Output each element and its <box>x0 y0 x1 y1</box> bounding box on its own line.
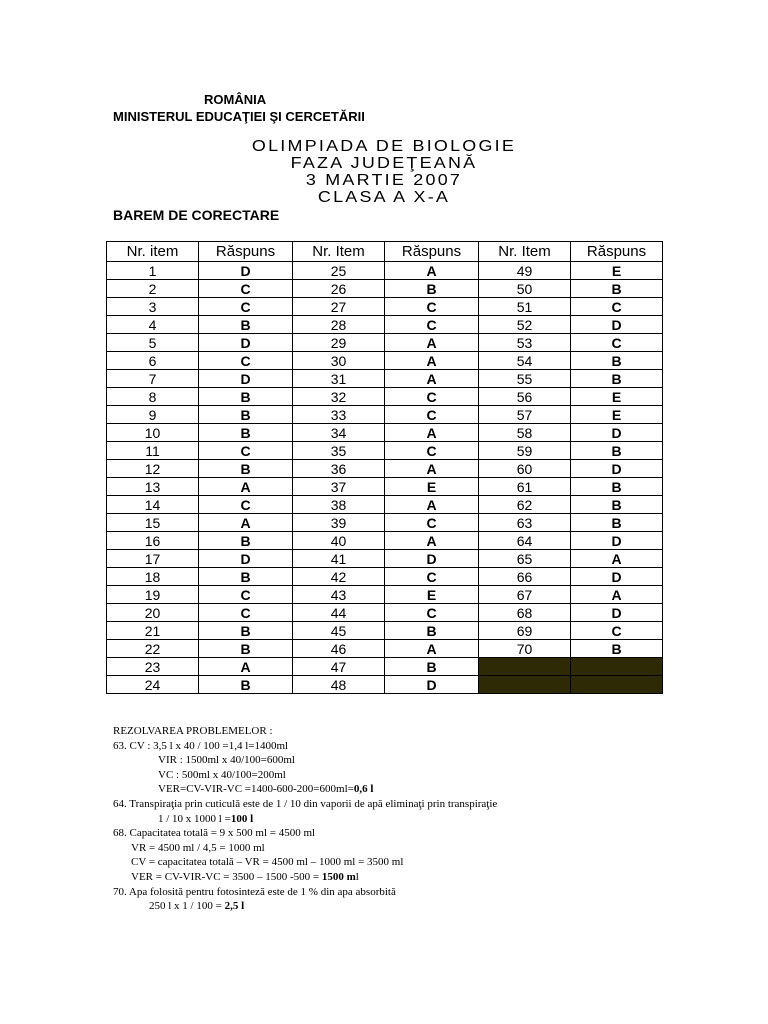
answer-cell: B <box>571 370 663 388</box>
answer-cell: B <box>199 460 293 478</box>
table-row <box>107 352 663 370</box>
p64-line: 64. Transpiraţia prin cuticulă este de 1 / 10 din vaporii de apă eliminaţi prin transpiraţie <box>113 797 498 810</box>
answer-cell: D <box>571 604 663 622</box>
answer-cell: C <box>199 298 293 316</box>
table-row <box>107 640 663 658</box>
answer-cell: C <box>385 514 479 532</box>
answer-cell: B <box>571 352 663 370</box>
answer-cell: B <box>571 442 663 460</box>
item-number-cell: 2 <box>107 280 199 298</box>
answer-cell: E <box>385 478 479 496</box>
answer-cell: D <box>385 676 479 694</box>
barem-heading: BAREM DE CORECTARE <box>113 207 280 223</box>
item-number-cell: 26 <box>293 280 385 298</box>
p70-line <box>113 899 497 914</box>
table-row <box>107 388 663 406</box>
item-number-cell: 68 <box>479 604 571 622</box>
p68-result: 1500 m <box>321 870 356 883</box>
answer-cell: A <box>199 478 293 496</box>
answer-cell: D <box>571 532 663 550</box>
item-number-cell: 67 <box>479 586 571 604</box>
answer-cell: A <box>199 514 293 532</box>
table-row <box>107 478 663 496</box>
item-number-cell: 8 <box>107 388 199 406</box>
item-number-cell: 13 <box>107 478 199 496</box>
date-title: 3 MARTIE 2007 <box>305 172 463 189</box>
answer-cell: D <box>571 460 663 478</box>
col-header: Nr. Item <box>293 242 385 262</box>
table-row <box>107 550 663 568</box>
p63-result: 0,6 l <box>353 783 374 796</box>
p68-line: VR = 4500 ml / 4,5 = 1000 ml <box>131 841 265 854</box>
table-row <box>107 514 663 532</box>
title-block <box>0 138 768 206</box>
item-number-cell: 58 <box>479 424 571 442</box>
item-number-cell: 20 <box>107 604 199 622</box>
answer-cell: B <box>199 676 293 694</box>
item-number-cell: 17 <box>107 550 199 568</box>
col-header: Răspuns <box>199 242 293 262</box>
solutions-heading: REZOLVAREA PROBLEMELOR : <box>113 725 273 737</box>
answer-cell: C <box>571 622 663 640</box>
answer-cell: D <box>199 370 293 388</box>
answer-cell: B <box>199 622 293 640</box>
p70-result: 2,5 l <box>224 900 245 913</box>
item-number-cell: 16 <box>107 532 199 550</box>
answer-cell: D <box>571 316 663 334</box>
answer-cell: B <box>199 406 293 424</box>
answer-cell: B <box>199 388 293 406</box>
item-number-cell: 27 <box>293 298 385 316</box>
item-number-cell: 53 <box>479 334 571 352</box>
item-number-cell: 50 <box>479 280 571 298</box>
p63-line: VC : 500ml x 40/100=200ml <box>158 768 286 781</box>
answer-cell: B <box>571 514 663 532</box>
item-number-cell: 21 <box>107 622 199 640</box>
table-row <box>107 622 663 640</box>
shaded-empty-cell <box>571 676 663 694</box>
answer-cell: C <box>199 604 293 622</box>
item-number-cell: 14 <box>107 496 199 514</box>
answer-cell: A <box>571 550 663 568</box>
item-number-cell: 7 <box>107 370 199 388</box>
item-number-cell: 63 <box>479 514 571 532</box>
p63-line <box>113 782 497 797</box>
shaded-empty-cell <box>479 658 571 676</box>
table-row <box>107 280 663 298</box>
answer-cell: B <box>385 622 479 640</box>
p68-line: CV = capacitatea totală – VR = 4500 ml – 1000 ml = 3500 ml <box>131 856 404 869</box>
item-number-cell: 25 <box>293 262 385 280</box>
table-row <box>107 262 663 280</box>
item-number-cell: 34 <box>293 424 385 442</box>
item-number-cell: 6 <box>107 352 199 370</box>
p68-line: 68. Capacitatea totală = 9 x 500 ml = 4500 ml <box>113 827 316 840</box>
p64-result: 100 l <box>230 812 254 825</box>
olympiad-title: OLIMPIADA DE BIOLOGIE <box>251 138 517 155</box>
answer-cell: E <box>385 586 479 604</box>
header-country: ROMÂNIA <box>204 92 267 107</box>
col-header: Nr. item <box>107 242 199 262</box>
item-number-cell: 55 <box>479 370 571 388</box>
item-number-cell: 66 <box>479 568 571 586</box>
answer-cell: B <box>199 532 293 550</box>
table-row <box>107 604 663 622</box>
item-number-cell: 24 <box>107 676 199 694</box>
item-number-cell: 64 <box>479 532 571 550</box>
answer-cell: B <box>571 640 663 658</box>
answer-cell: D <box>199 550 293 568</box>
item-number-cell: 35 <box>293 442 385 460</box>
answer-cell: C <box>385 388 479 406</box>
answer-cell: A <box>385 352 479 370</box>
answer-cell: C <box>571 298 663 316</box>
answer-cell: E <box>571 262 663 280</box>
item-number-cell: 37 <box>293 478 385 496</box>
shaded-empty-cell <box>479 676 571 694</box>
item-number-cell: 22 <box>107 640 199 658</box>
p68-text: VER = CV-VIR-VC = 3500 – 1500 -500 = <box>131 870 322 883</box>
answer-key-body <box>107 262 663 694</box>
item-number-cell: 18 <box>107 568 199 586</box>
item-number-cell: 65 <box>479 550 571 568</box>
item-number-cell: 41 <box>293 550 385 568</box>
item-number-cell: 44 <box>293 604 385 622</box>
answer-cell: C <box>199 496 293 514</box>
answer-cell: D <box>571 424 663 442</box>
answer-cell: E <box>571 406 663 424</box>
answer-cell: C <box>199 352 293 370</box>
p68-line <box>113 870 497 885</box>
item-number-cell: 36 <box>293 460 385 478</box>
answer-cell: C <box>199 442 293 460</box>
answer-cell: C <box>199 586 293 604</box>
solutions-section <box>113 724 497 914</box>
answer-cell: A <box>571 586 663 604</box>
answer-cell: C <box>385 298 479 316</box>
item-number-cell: 48 <box>293 676 385 694</box>
answer-cell: A <box>385 262 479 280</box>
p63-text: VER=CV-VIR-VC =1400-600-200=600ml= <box>158 783 354 796</box>
table-row <box>107 460 663 478</box>
item-number-cell: 5 <box>107 334 199 352</box>
table-row <box>107 334 663 352</box>
item-number-cell: 3 <box>107 298 199 316</box>
class-title: CLASA A X-A <box>317 189 451 206</box>
item-number-cell: 60 <box>479 460 571 478</box>
item-number-cell: 70 <box>479 640 571 658</box>
table-row <box>107 658 663 676</box>
p64-text: 1 / 10 x 1000 l = <box>158 812 231 825</box>
answer-cell: A <box>385 370 479 388</box>
answer-cell: C <box>385 406 479 424</box>
item-number-cell: 28 <box>293 316 385 334</box>
item-number-cell: 10 <box>107 424 199 442</box>
p64-line <box>113 812 497 827</box>
answer-cell: A <box>385 334 479 352</box>
item-number-cell: 23 <box>107 658 199 676</box>
table-row <box>107 406 663 424</box>
answer-cell: B <box>199 316 293 334</box>
answer-cell: C <box>571 334 663 352</box>
answer-cell: A <box>385 640 479 658</box>
item-number-cell: 11 <box>107 442 199 460</box>
p68-unit: l <box>355 870 359 883</box>
item-number-cell: 57 <box>479 406 571 424</box>
item-number-cell: 45 <box>293 622 385 640</box>
answer-cell: D <box>571 568 663 586</box>
item-number-cell: 30 <box>293 352 385 370</box>
table-row <box>107 568 663 586</box>
answer-cell: A <box>199 658 293 676</box>
answer-cell: A <box>385 460 479 478</box>
item-number-cell: 32 <box>293 388 385 406</box>
answer-cell: C <box>385 316 479 334</box>
table-header-row <box>107 242 663 262</box>
item-number-cell: 52 <box>479 316 571 334</box>
item-number-cell: 9 <box>107 406 199 424</box>
table-row <box>107 586 663 604</box>
item-number-cell: 47 <box>293 658 385 676</box>
answer-cell: B <box>199 640 293 658</box>
answer-key-table <box>106 241 663 694</box>
col-header: Răspuns <box>385 242 479 262</box>
answer-cell: E <box>571 388 663 406</box>
item-number-cell: 39 <box>293 514 385 532</box>
answer-cell: D <box>199 334 293 352</box>
item-number-cell: 62 <box>479 496 571 514</box>
answer-cell: B <box>199 424 293 442</box>
col-header: Nr. Item <box>479 242 571 262</box>
table-row <box>107 496 663 514</box>
table-row <box>107 316 663 334</box>
table-row <box>107 442 663 460</box>
p63-line: 63. CV : 3,5 l x 40 / 100 =1,4 l=1400ml <box>113 739 289 752</box>
answer-cell: B <box>571 280 663 298</box>
answer-cell: B <box>571 478 663 496</box>
col-header: Răspuns <box>571 242 663 262</box>
item-number-cell: 38 <box>293 496 385 514</box>
answer-cell: C <box>385 568 479 586</box>
item-number-cell: 40 <box>293 532 385 550</box>
answer-cell: B <box>571 496 663 514</box>
header-ministry: MINISTERUL EDUCAŢIEI ŞI CERCETĂRII <box>113 109 365 124</box>
answer-cell: B <box>385 280 479 298</box>
item-number-cell: 31 <box>293 370 385 388</box>
answer-cell: C <box>385 442 479 460</box>
item-number-cell: 46 <box>293 640 385 658</box>
item-number-cell: 61 <box>479 478 571 496</box>
shaded-empty-cell <box>571 658 663 676</box>
p63-line: VIR : 1500ml x 40/100=600ml <box>158 754 295 767</box>
table-row <box>107 298 663 316</box>
table-row <box>107 532 663 550</box>
item-number-cell: 42 <box>293 568 385 586</box>
answer-cell: B <box>385 658 479 676</box>
answer-cell: C <box>199 280 293 298</box>
item-number-cell: 49 <box>479 262 571 280</box>
answer-cell: A <box>385 532 479 550</box>
item-number-cell: 43 <box>293 586 385 604</box>
answer-cell: A <box>385 424 479 442</box>
table-row <box>107 676 663 694</box>
item-number-cell: 4 <box>107 316 199 334</box>
item-number-cell: 12 <box>107 460 199 478</box>
item-number-cell: 33 <box>293 406 385 424</box>
answer-cell: D <box>199 262 293 280</box>
item-number-cell: 54 <box>479 352 571 370</box>
answer-cell: D <box>385 550 479 568</box>
phase-title: FAZA JUDEŢEANĂ <box>290 155 478 172</box>
item-number-cell: 19 <box>107 586 199 604</box>
item-number-cell: 1 <box>107 262 199 280</box>
item-number-cell: 56 <box>479 388 571 406</box>
answer-cell: A <box>385 496 479 514</box>
table-row <box>107 370 663 388</box>
p70-line: 70. Apa folosită pentru fotosinteză este de 1 % din apa absorbită <box>113 885 396 898</box>
item-number-cell: 59 <box>479 442 571 460</box>
item-number-cell: 29 <box>293 334 385 352</box>
item-number-cell: 69 <box>479 622 571 640</box>
item-number-cell: 51 <box>479 298 571 316</box>
answer-cell: C <box>385 604 479 622</box>
table-row <box>107 424 663 442</box>
answer-cell: B <box>199 568 293 586</box>
item-number-cell: 15 <box>107 514 199 532</box>
p70-text: 250 l x 1 / 100 = <box>149 900 225 913</box>
